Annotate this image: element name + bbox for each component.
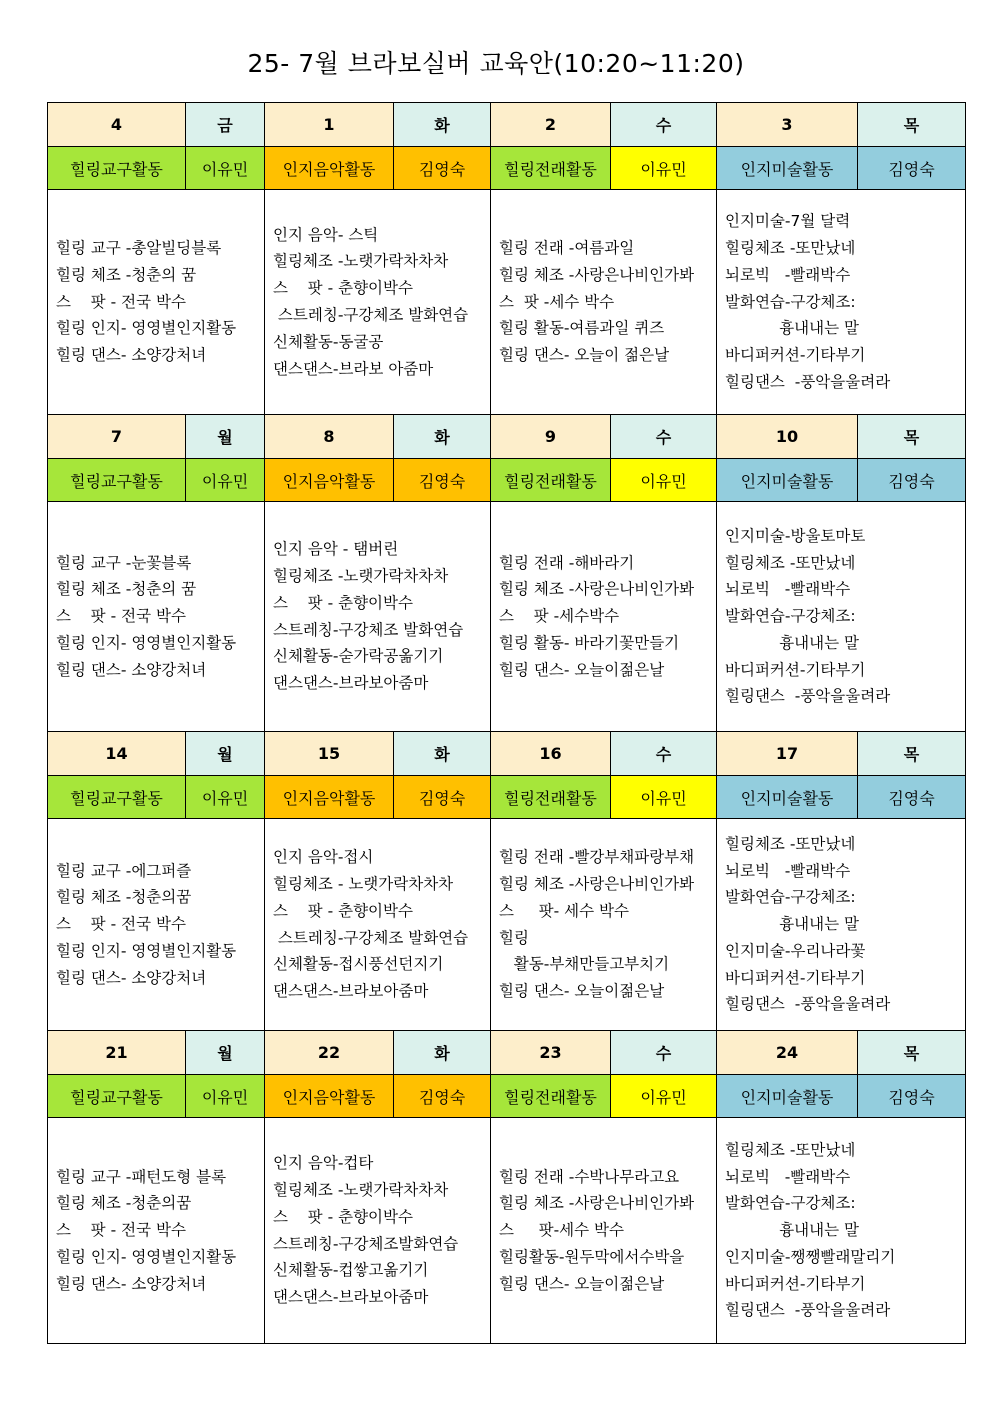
lesson-line: 힐링 전래 -여름과일 [499, 239, 635, 257]
lesson-content [265, 190, 491, 415]
activity-type: 힐링교구활동 [48, 147, 186, 190]
lesson-line: 힐링 댄스- 오늘이 젊은날 [499, 346, 670, 365]
lesson-content [48, 502, 265, 732]
week-date-row [48, 415, 966, 459]
lesson-content [717, 1118, 966, 1344]
lesson-line: 힐링댄스 -풍악을울려라 [725, 687, 891, 706]
lesson-content [48, 190, 265, 415]
activity-type: 힐링전래활동 [491, 1075, 611, 1118]
lesson-content [717, 819, 966, 1031]
day-date: 21 [48, 1031, 186, 1075]
lesson-line: 인지미술-우리나라꽃 [725, 941, 866, 960]
lesson-line: 힐링 댄스- 소양강처녀 [56, 346, 207, 365]
teacher-name: 김영숙 [858, 776, 966, 819]
lesson-line: 힐링 체조 -청춘의 꿈 [56, 265, 197, 284]
week-content-row [48, 1118, 966, 1344]
day-weekday: 수 [611, 1031, 717, 1075]
week-activity-row [48, 1075, 966, 1118]
teacher-name: 이유민 [186, 147, 265, 190]
lesson-line: 댄스댄스-브라보아줌마 [273, 1288, 429, 1307]
lesson-content [491, 1118, 717, 1344]
lesson-line: 스트레칭-구강체조 발화연습 [273, 928, 469, 947]
lesson-line: 힐링체조 -또만났네 [725, 834, 856, 853]
day-weekday: 화 [394, 732, 491, 776]
activity-type: 인지미술활동 [717, 1075, 858, 1118]
lesson-line: 스 팟 - 춘향이박수 [273, 901, 413, 920]
activity-type: 인지음악활동 [265, 1075, 394, 1118]
lesson-line: 흉내내는 말 [725, 1221, 859, 1240]
lesson-lines [491, 235, 716, 369]
lesson-lines [491, 844, 716, 1005]
lesson-lines [717, 208, 965, 396]
activity-type: 힐링전래활동 [491, 776, 611, 819]
lesson-line: 힐링 인지- 영영별인지활동 [56, 941, 237, 960]
lesson-line: 뇌로빅 -빨래박수 [725, 1167, 851, 1186]
lesson-content [491, 819, 717, 1031]
activity-type: 힐링교구활동 [48, 776, 186, 819]
day-date: 3 [717, 103, 858, 147]
activity-type: 힐링전래활동 [491, 147, 611, 190]
lesson-line: 스 팟 - 전국 박수 [56, 292, 186, 311]
day-weekday: 화 [394, 415, 491, 459]
lesson-lines [48, 1164, 264, 1298]
lesson-line: 스 팟- 세수 박수 [499, 901, 629, 920]
lesson-line: 발화연습-구강체조: [725, 1194, 856, 1213]
week-activity-row [48, 776, 966, 819]
day-date: 7 [48, 415, 186, 459]
lesson-line: 스 팟 - 전국 박수 [56, 1221, 186, 1240]
day-weekday: 목 [858, 103, 966, 147]
day-date: 2 [491, 103, 611, 147]
lesson-line: 스 팟 -세수박수 [499, 607, 620, 626]
day-weekday: 월 [186, 732, 265, 776]
teacher-name: 이유민 [186, 776, 265, 819]
teacher-name: 김영숙 [394, 459, 491, 502]
lesson-line: 스트레칭-구강체조 발화연습 [273, 306, 469, 324]
activity-type: 인지미술활동 [717, 147, 858, 190]
lesson-line: 힐링 교구 -총알빌딩블록 [56, 239, 222, 257]
lesson-line: 흉내내는 말 [725, 915, 859, 934]
teacher-name: 이유민 [186, 1075, 265, 1118]
lesson-line: 흉내내는 말 [725, 319, 859, 338]
week-date-row [48, 732, 966, 776]
lesson-line: 힐링 체조 -청춘의 꿈 [56, 580, 197, 599]
lesson-line: 스 팟 - 전국 박수 [56, 915, 186, 934]
teacher-name: 김영숙 [858, 1075, 966, 1118]
lesson-lines [717, 831, 965, 1019]
day-date: 16 [491, 732, 611, 776]
teacher-name: 김영숙 [394, 776, 491, 819]
lesson-line: 힐링 체조 -청춘의꿈 [56, 1194, 192, 1213]
lesson-line: 신체활동-접시풍선던지기 [273, 955, 444, 974]
lesson-line: 힐링댄스 -풍악을울려라 [725, 995, 891, 1014]
lesson-line: 힐링체조 -또만났네 [725, 1140, 856, 1159]
lesson-line: 힐링 전래 -빨강부채파랑부채 [499, 848, 695, 867]
lesson-line: 힐링 체조 -사랑은나비인가봐 [499, 580, 695, 599]
activity-type: 힐링교구활동 [48, 1075, 186, 1118]
lesson-line: 스 팟 - 춘향이박수 [273, 1207, 413, 1226]
lesson-line: 발화연습-구강체조: [725, 888, 856, 907]
day-date: 9 [491, 415, 611, 459]
week-content-row [48, 190, 966, 415]
day-date: 1 [265, 103, 394, 147]
lesson-lines [265, 536, 490, 697]
lesson-line: 스 팟 - 춘향이박수 [273, 279, 413, 298]
lesson-line: 힐링 교구 -눈꽃블록 [56, 553, 192, 572]
lesson-content [717, 190, 966, 415]
lesson-line: 힐링 체조 -청춘의꿈 [56, 888, 192, 907]
lesson-lines [491, 1164, 716, 1298]
day-date: 23 [491, 1031, 611, 1075]
teacher-name: 김영숙 [394, 1075, 491, 1118]
lesson-line: 흉내내는 말 [725, 633, 859, 652]
lesson-content [48, 1118, 265, 1344]
lesson-line: 신체활동-컵쌓고옮기기 [273, 1261, 429, 1280]
lesson-line: 힐링체조 -노랫가락차차차 [273, 252, 449, 271]
day-weekday: 수 [611, 103, 717, 147]
teacher-name: 이유민 [611, 147, 717, 190]
lesson-content [491, 502, 717, 732]
day-weekday: 수 [611, 732, 717, 776]
lesson-content [265, 819, 491, 1031]
lesson-line: 힐링댄스 -풍악을울려라 [725, 1301, 891, 1320]
lesson-line: 힐링체조 -노랫가락차차차 [273, 566, 449, 585]
teacher-name: 김영숙 [858, 147, 966, 190]
teacher-name: 이유민 [611, 1075, 717, 1118]
activity-type: 인지음악활동 [265, 459, 394, 502]
lesson-line: 힐링 체조 -사랑은나비인가봐 [499, 1194, 695, 1213]
lesson-line: 힐링 댄스- 소양강처녀 [56, 1274, 207, 1293]
lesson-line: 힐링 체조 -사랑은나비인가봐 [499, 265, 695, 284]
lesson-line: 힐링체조 -또만났네 [725, 553, 856, 572]
lesson-line: 힐링 교구 -패턴도형 블록 [56, 1167, 227, 1186]
lesson-line: 뇌로빅 -빨래박수 [725, 265, 851, 284]
activity-type: 인지미술활동 [717, 776, 858, 819]
teacher-name: 김영숙 [858, 459, 966, 502]
day-weekday: 목 [858, 1031, 966, 1075]
lesson-line: 신체활동-숟가락공옮기기 [273, 647, 444, 666]
lesson-lines [491, 550, 716, 684]
lesson-line: 인지미술-쨍쨍빨래말리기 [725, 1247, 896, 1266]
lesson-line: 힐링 체조 -사랑은나비인가봐 [499, 874, 695, 893]
lesson-line: 힐링체조 - 노랫가락차차차 [273, 874, 454, 893]
week-content-row [48, 819, 966, 1031]
lesson-line: 바디퍼커션-기타부기 [725, 1274, 866, 1293]
lesson-line: 스 팟 - 춘향이박수 [273, 593, 413, 612]
lesson-lines [265, 844, 490, 1005]
activity-type: 힐링교구활동 [48, 459, 186, 502]
lesson-line: 스 팟 -세수 박수 [499, 292, 615, 311]
lesson-line: 발화연습-구강체조: [725, 607, 856, 626]
lesson-lines [48, 235, 264, 369]
lesson-line: 신체활동-동굴공 [273, 332, 384, 351]
lesson-content [265, 502, 491, 732]
lesson-line: 힐링 댄스- 오늘이젊은날 [499, 660, 665, 679]
lesson-line: 인지 음악-접시 [273, 848, 374, 867]
lesson-line: 인지미술-7월 달력 [725, 212, 851, 231]
activity-type: 인지미술활동 [717, 459, 858, 502]
lesson-lines [265, 222, 490, 383]
lesson-line: 힐링 댄스- 오늘이젊은날 [499, 1274, 665, 1293]
lesson-line: 힐링 전래 -해바라기 [499, 553, 635, 572]
lesson-line: 힐링 인지- 영영별인지활동 [56, 319, 237, 338]
lesson-line: 힐링 댄스- 오늘이젊은날 [499, 982, 665, 1001]
page-title: 25- 7월 브라보실버 교육안(10:20~11:20) [247, 49, 745, 78]
day-weekday: 화 [394, 103, 491, 147]
day-date: 8 [265, 415, 394, 459]
week-date-row [48, 1031, 966, 1075]
lesson-line: 힐링체조 -또만났네 [725, 239, 856, 257]
day-date: 4 [48, 103, 186, 147]
lesson-line: 힐링 활동- 바라기꽃만들기 [499, 633, 680, 652]
lesson-line: 힐링 전래 -수박나무라고요 [499, 1167, 680, 1186]
lesson-content [48, 819, 265, 1031]
lesson-line: 힐링 댄스- 소양강처녀 [56, 968, 207, 987]
lesson-content [491, 190, 717, 415]
week-activity-row [48, 459, 966, 502]
day-weekday: 금 [186, 103, 265, 147]
day-weekday: 수 [611, 415, 717, 459]
lesson-line: 뇌로빅 -빨래박수 [725, 861, 851, 880]
activity-type: 인지음악활동 [265, 147, 394, 190]
lesson-line: 뇌로빅 -빨래박수 [725, 580, 851, 599]
lesson-line: 힐링 교구 -에그퍼즐 [56, 861, 192, 880]
lesson-plan-table [47, 102, 966, 1344]
lesson-line: 스 팟 - 전국 박수 [56, 607, 186, 626]
lesson-line: 힐링 인지- 영영별인지활동 [56, 633, 237, 652]
day-weekday: 월 [186, 415, 265, 459]
lesson-lines [265, 1150, 490, 1311]
lesson-line: 바디퍼커션-기타부기 [725, 968, 866, 987]
lesson-line: 댄스댄스-브라보 아줌마 [273, 359, 434, 378]
lesson-line: 인지 음악- 스틱 [273, 225, 379, 244]
lesson-content [717, 502, 966, 732]
day-date: 17 [717, 732, 858, 776]
lesson-lines [717, 1137, 965, 1325]
day-date: 22 [265, 1031, 394, 1075]
day-date: 10 [717, 415, 858, 459]
lesson-content [265, 1118, 491, 1344]
day-date: 15 [265, 732, 394, 776]
lesson-line: 댄스댄스-브라보아줌마 [273, 982, 429, 1001]
lesson-line: 인지미술-방울토마토 [725, 526, 866, 545]
teacher-name: 김영숙 [394, 147, 491, 190]
lesson-line: 바디퍼커션-기타부기 [725, 660, 866, 679]
lesson-line: 힐링 댄스- 소양강처녀 [56, 660, 207, 679]
day-date: 24 [717, 1031, 858, 1075]
lesson-line: 스 팟-세수 박수 [499, 1221, 624, 1240]
lesson-line: 힐링댄스 -풍악을울려라 [725, 372, 891, 391]
activity-type: 힐링전래활동 [491, 459, 611, 502]
day-weekday: 목 [858, 415, 966, 459]
teacher-name: 이유민 [611, 459, 717, 502]
day-weekday: 월 [186, 1031, 265, 1075]
activity-type: 인지음악활동 [265, 776, 394, 819]
day-weekday: 화 [394, 1031, 491, 1075]
lesson-lines [48, 550, 264, 684]
teacher-name: 이유민 [186, 459, 265, 502]
lesson-line: 힐링 인지- 영영별인지활동 [56, 1247, 237, 1266]
lesson-line: 스트레칭-구강체조 발화연습 [273, 620, 464, 639]
lesson-line: 힐링활동-원두막에서수박을 [499, 1247, 685, 1266]
lesson-line: 발화연습-구강체조: [725, 292, 856, 311]
lesson-line: 인지 음악 - 탬버린 [273, 540, 399, 559]
lesson-line: 인지 음악-컵타 [273, 1154, 374, 1173]
lesson-line: 스트레칭-구강체조발화연습 [273, 1234, 459, 1253]
week-date-row [48, 103, 966, 147]
lesson-line: 댄스댄스-브라보아줌마 [273, 674, 429, 693]
week-activity-row [48, 147, 966, 190]
lesson-line: 활동-부채만들고부치기 [499, 955, 670, 974]
lesson-lines [48, 858, 264, 992]
lesson-line: 힐링체조 -노랫가락차차차 [273, 1180, 449, 1199]
teacher-name: 이유민 [611, 776, 717, 819]
lesson-line: 힐링 [499, 928, 529, 947]
day-date: 14 [48, 732, 186, 776]
lesson-line: 바디퍼커션-기타부기 [725, 346, 866, 365]
lesson-line: 힐링 활동-여름과일 퀴즈 [499, 319, 665, 338]
lesson-lines [717, 523, 965, 711]
day-weekday: 목 [858, 732, 966, 776]
week-content-row [48, 502, 966, 732]
